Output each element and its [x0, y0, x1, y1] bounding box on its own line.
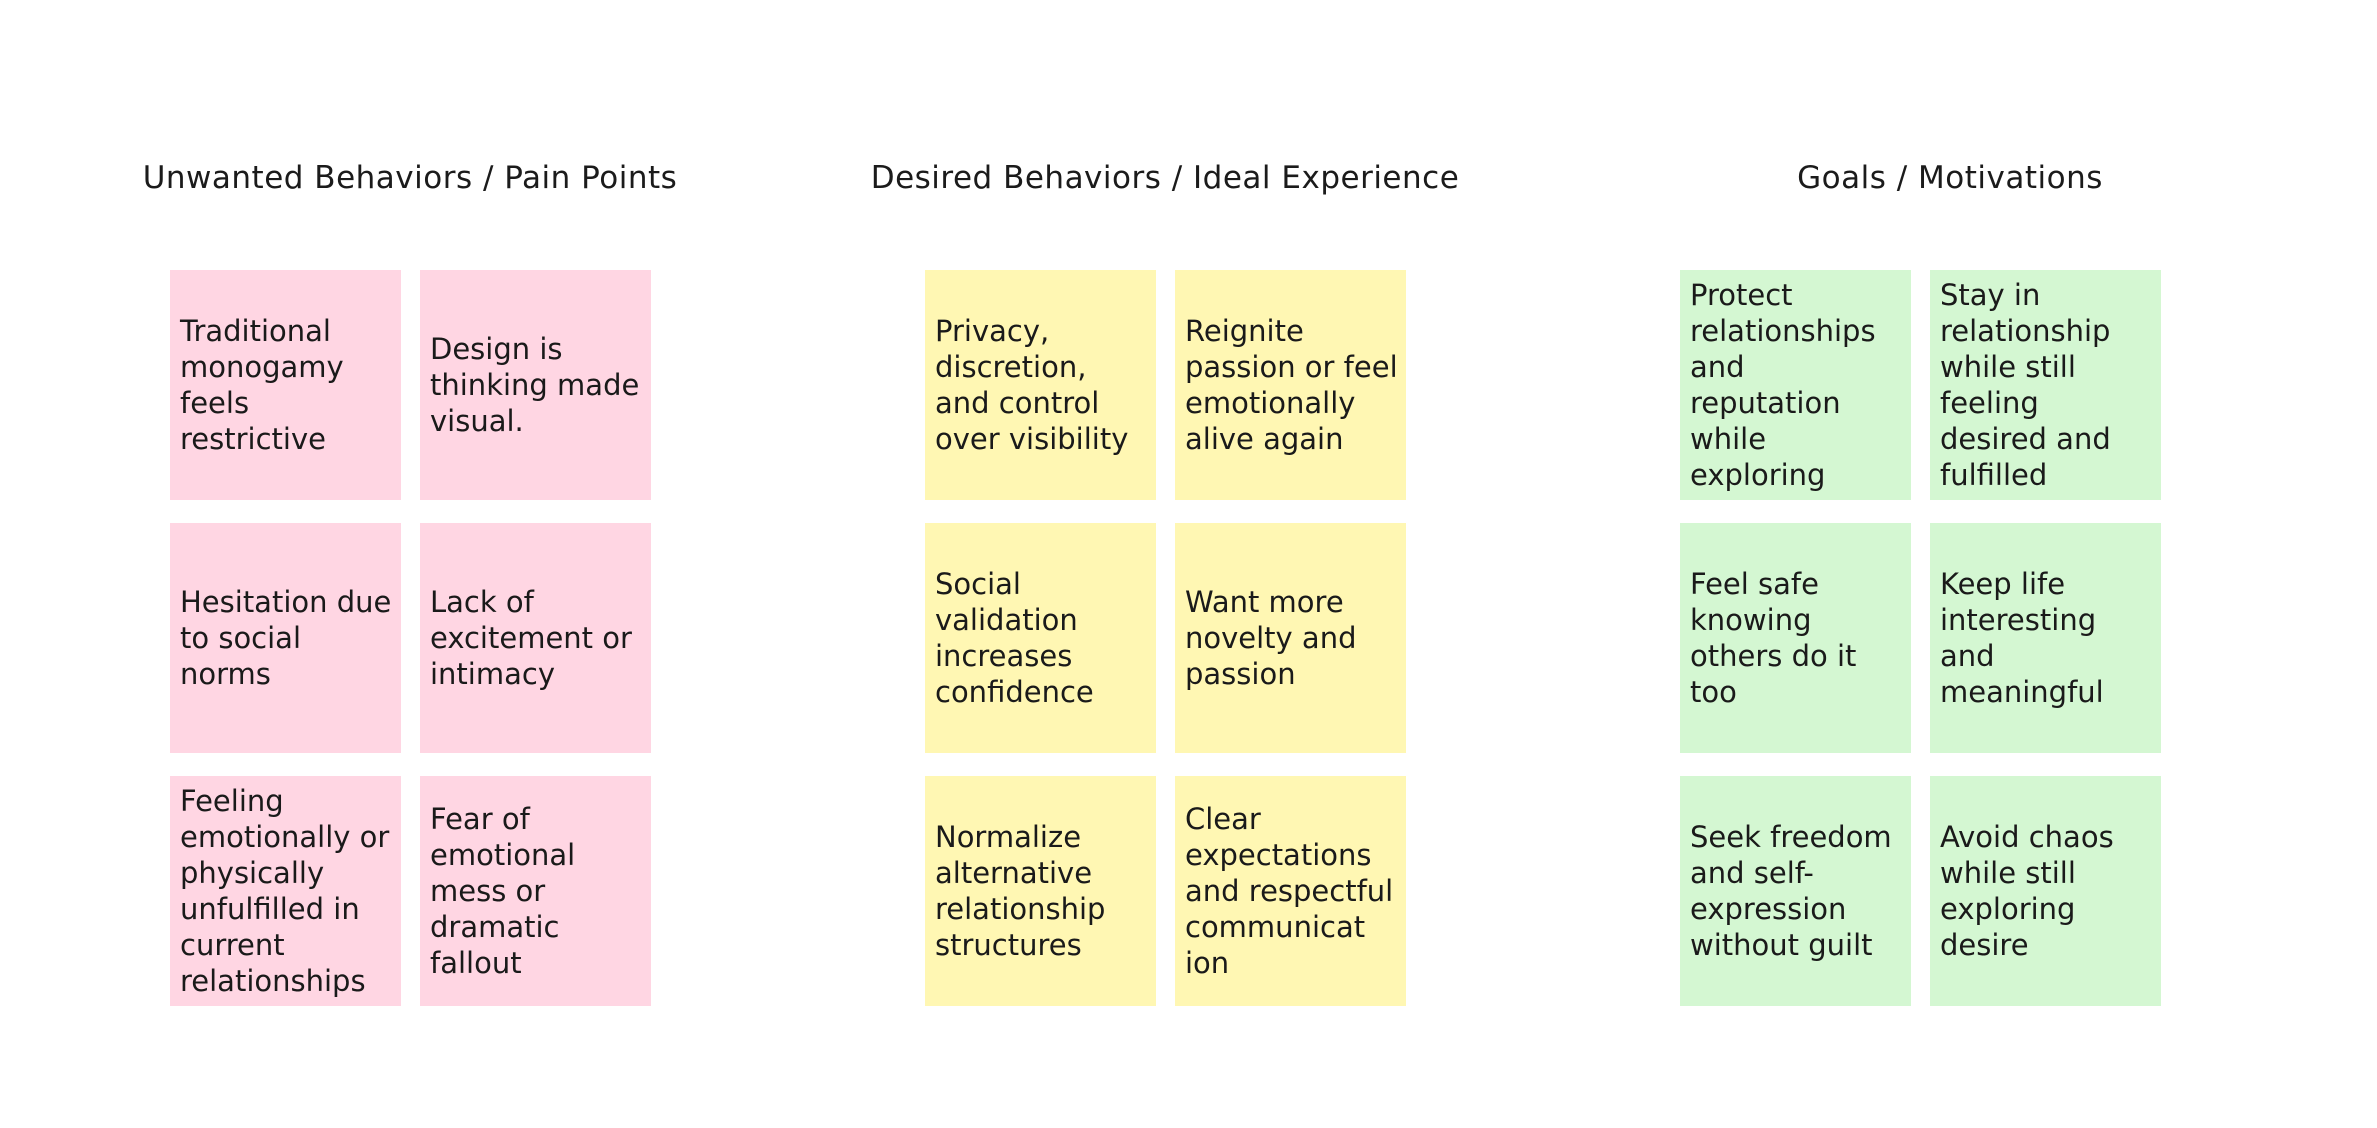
sticky-note[interactable]: [925, 523, 1156, 753]
sticky-note[interactable]: [420, 270, 651, 500]
column-title: Desired Behaviors / Ideal Experience: [870, 160, 1460, 196]
sticky-note-text: Want more novelty and passion: [1185, 585, 1357, 691]
sticky-note-text: Protect relationships and reputation while exploring: [1690, 278, 1876, 492]
sticky-note[interactable]: [1930, 776, 2161, 1006]
sticky-note[interactable]: [170, 523, 401, 753]
sticky-note[interactable]: [1680, 776, 1911, 1006]
sticky-note-text: Privacy, discretion, and control over visibility: [935, 314, 1129, 456]
sticky-note-text: Reignite passion or feel emotionally alive again: [1185, 314, 1398, 456]
sticky-note[interactable]: [170, 776, 401, 1006]
column-title: Unwanted Behaviors / Pain Points: [142, 160, 678, 196]
sticky-note[interactable]: [420, 776, 651, 1006]
sticky-note-text: Avoid chaos while still exploring desire: [1940, 820, 2114, 962]
sticky-note[interactable]: [1175, 523, 1406, 753]
sticky-note-text: Design is thinking made visual.: [430, 332, 640, 438]
sticky-note-text: Lack of excitement or intimacy: [430, 585, 632, 691]
sticky-note-text: Feeling emotionally or physically unfulfilled in current relationships: [180, 784, 390, 998]
sticky-note-text: Clear expectations and respectful communicat ion: [1185, 802, 1394, 980]
column-pain-points: [130, 0, 690, 1128]
sticky-note-text: Social validation increases confidence: [935, 567, 1094, 709]
sticky-note[interactable]: [170, 270, 401, 500]
sticky-note-grid: [170, 270, 651, 1006]
sticky-note-grid: [925, 270, 1406, 1006]
sticky-note[interactable]: [1175, 776, 1406, 1006]
sticky-note-text: Feel safe knowing others do it too: [1690, 567, 1857, 709]
sticky-note[interactable]: [1175, 270, 1406, 500]
sticky-note[interactable]: [420, 523, 651, 753]
sticky-note-text: Seek freedom and self-expression without guilt: [1690, 820, 1892, 962]
sticky-note-grid: [1680, 270, 2161, 1006]
sticky-note[interactable]: [1930, 270, 2161, 500]
sticky-note[interactable]: [925, 776, 1156, 1006]
sticky-note-text: Hesitation due to social norms: [180, 585, 392, 691]
column-goals-motivations: [1660, 0, 2240, 1128]
sticky-note[interactable]: [1680, 523, 1911, 753]
sticky-note-text: Fear of emotional mess or dramatic fallout: [430, 802, 576, 980]
column-desired-behaviors: [860, 0, 1470, 1128]
sticky-note[interactable]: [1680, 270, 1911, 500]
sticky-note-text: Normalize alternative relationship structures: [935, 820, 1106, 962]
sticky-note-text: Keep life interesting and meaningful: [1940, 567, 2104, 709]
sticky-note[interactable]: [925, 270, 1156, 500]
sticky-note-text: Stay in relationship while still feeling desired and fulfilled: [1940, 278, 2111, 492]
sticky-note[interactable]: [1930, 523, 2161, 753]
column-title: Goals / Motivations: [1797, 160, 2103, 196]
sticky-note-text: Traditional monogamy feels restrictive: [180, 314, 344, 456]
